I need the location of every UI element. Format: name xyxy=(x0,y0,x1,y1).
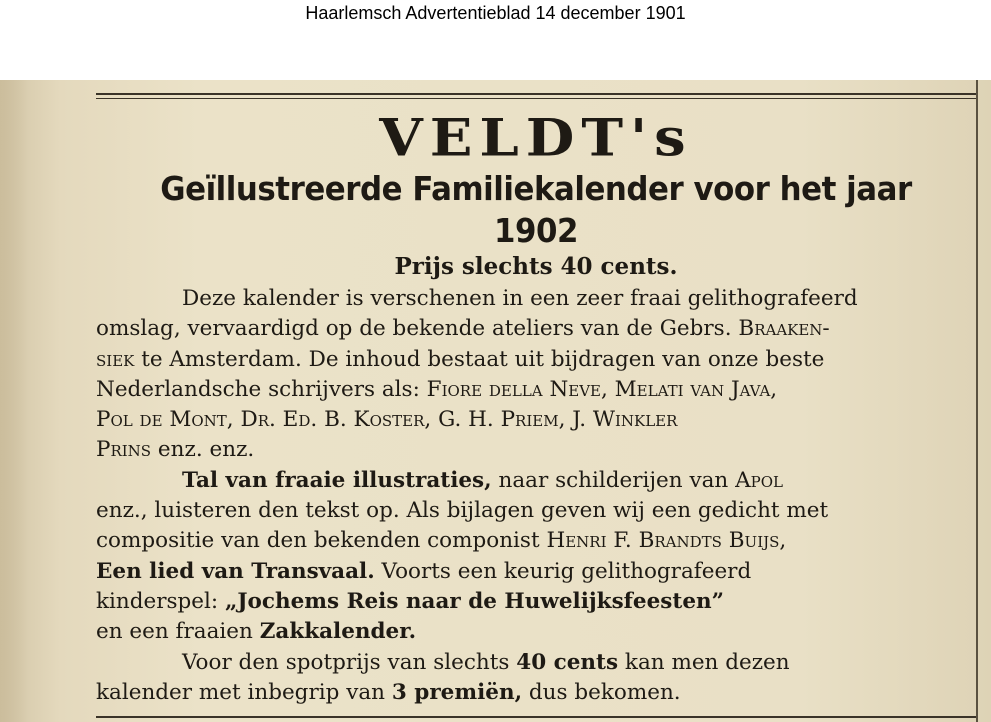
body-line: kalender met inbegrip van 3 premiën, dus bekomen. xyxy=(96,679,681,705)
page-fold-shadow xyxy=(0,80,28,722)
body-line: Tal van fraaie illustraties, naar schilderijen van Apol xyxy=(182,467,783,493)
top-rule-thin xyxy=(96,98,976,99)
body-line: Voor den spotprijs van slechts 40 cents kan men dezen xyxy=(182,649,790,675)
body-line: Nederlandsche schrijvers als: Fiore della Neve, Melati van Java, xyxy=(96,376,778,402)
body-line: Prins enz. enz. xyxy=(96,437,255,463)
body-line: kinderspel: „Jochems Reis naar de Huwelijksfeesten” xyxy=(96,588,724,614)
ad-price: Prijs slechts 40 cents. xyxy=(394,253,678,280)
body-line: enz., luisteren den tekst op. Als bijlagen geven wij een gedicht met xyxy=(96,498,829,524)
body-line: Pol de Mont, Dr. Ed. B. Koster, G. H. Priem, J. Winkler xyxy=(96,407,678,433)
body-line: Een lied van Transvaal. Voorts een keurig gelithografeerd xyxy=(96,558,752,584)
top-rule xyxy=(96,93,976,95)
body-line: siek te Amsterdam. De inhoud bestaat uit bijdragen van onze beste xyxy=(96,346,825,372)
ad-subtitle: Geïllustreerde Familiekalender voor het jaar 1902 xyxy=(160,169,912,250)
ad-title: VELDT's xyxy=(379,107,693,169)
body-line: omslag, vervaardigd op de bekende ateliers van de Gebrs. Braaken- xyxy=(96,316,830,342)
body-line: Deze kalender is verschenen in een zeer fraai gelithografeerd xyxy=(182,286,858,311)
newspaper-scan xyxy=(0,80,991,722)
column-rule xyxy=(976,80,978,722)
advertisement xyxy=(96,106,976,708)
body-line: compositie van den bekenden componist Henri F. Brandts Buijs, xyxy=(96,528,787,554)
body-line: en een fraaien Zakkalender. xyxy=(96,619,417,645)
bottom-rule xyxy=(96,716,976,718)
ad-body xyxy=(96,284,976,708)
image-caption: Haarlemsch Advertentieblad 14 december 1901 xyxy=(305,3,686,23)
